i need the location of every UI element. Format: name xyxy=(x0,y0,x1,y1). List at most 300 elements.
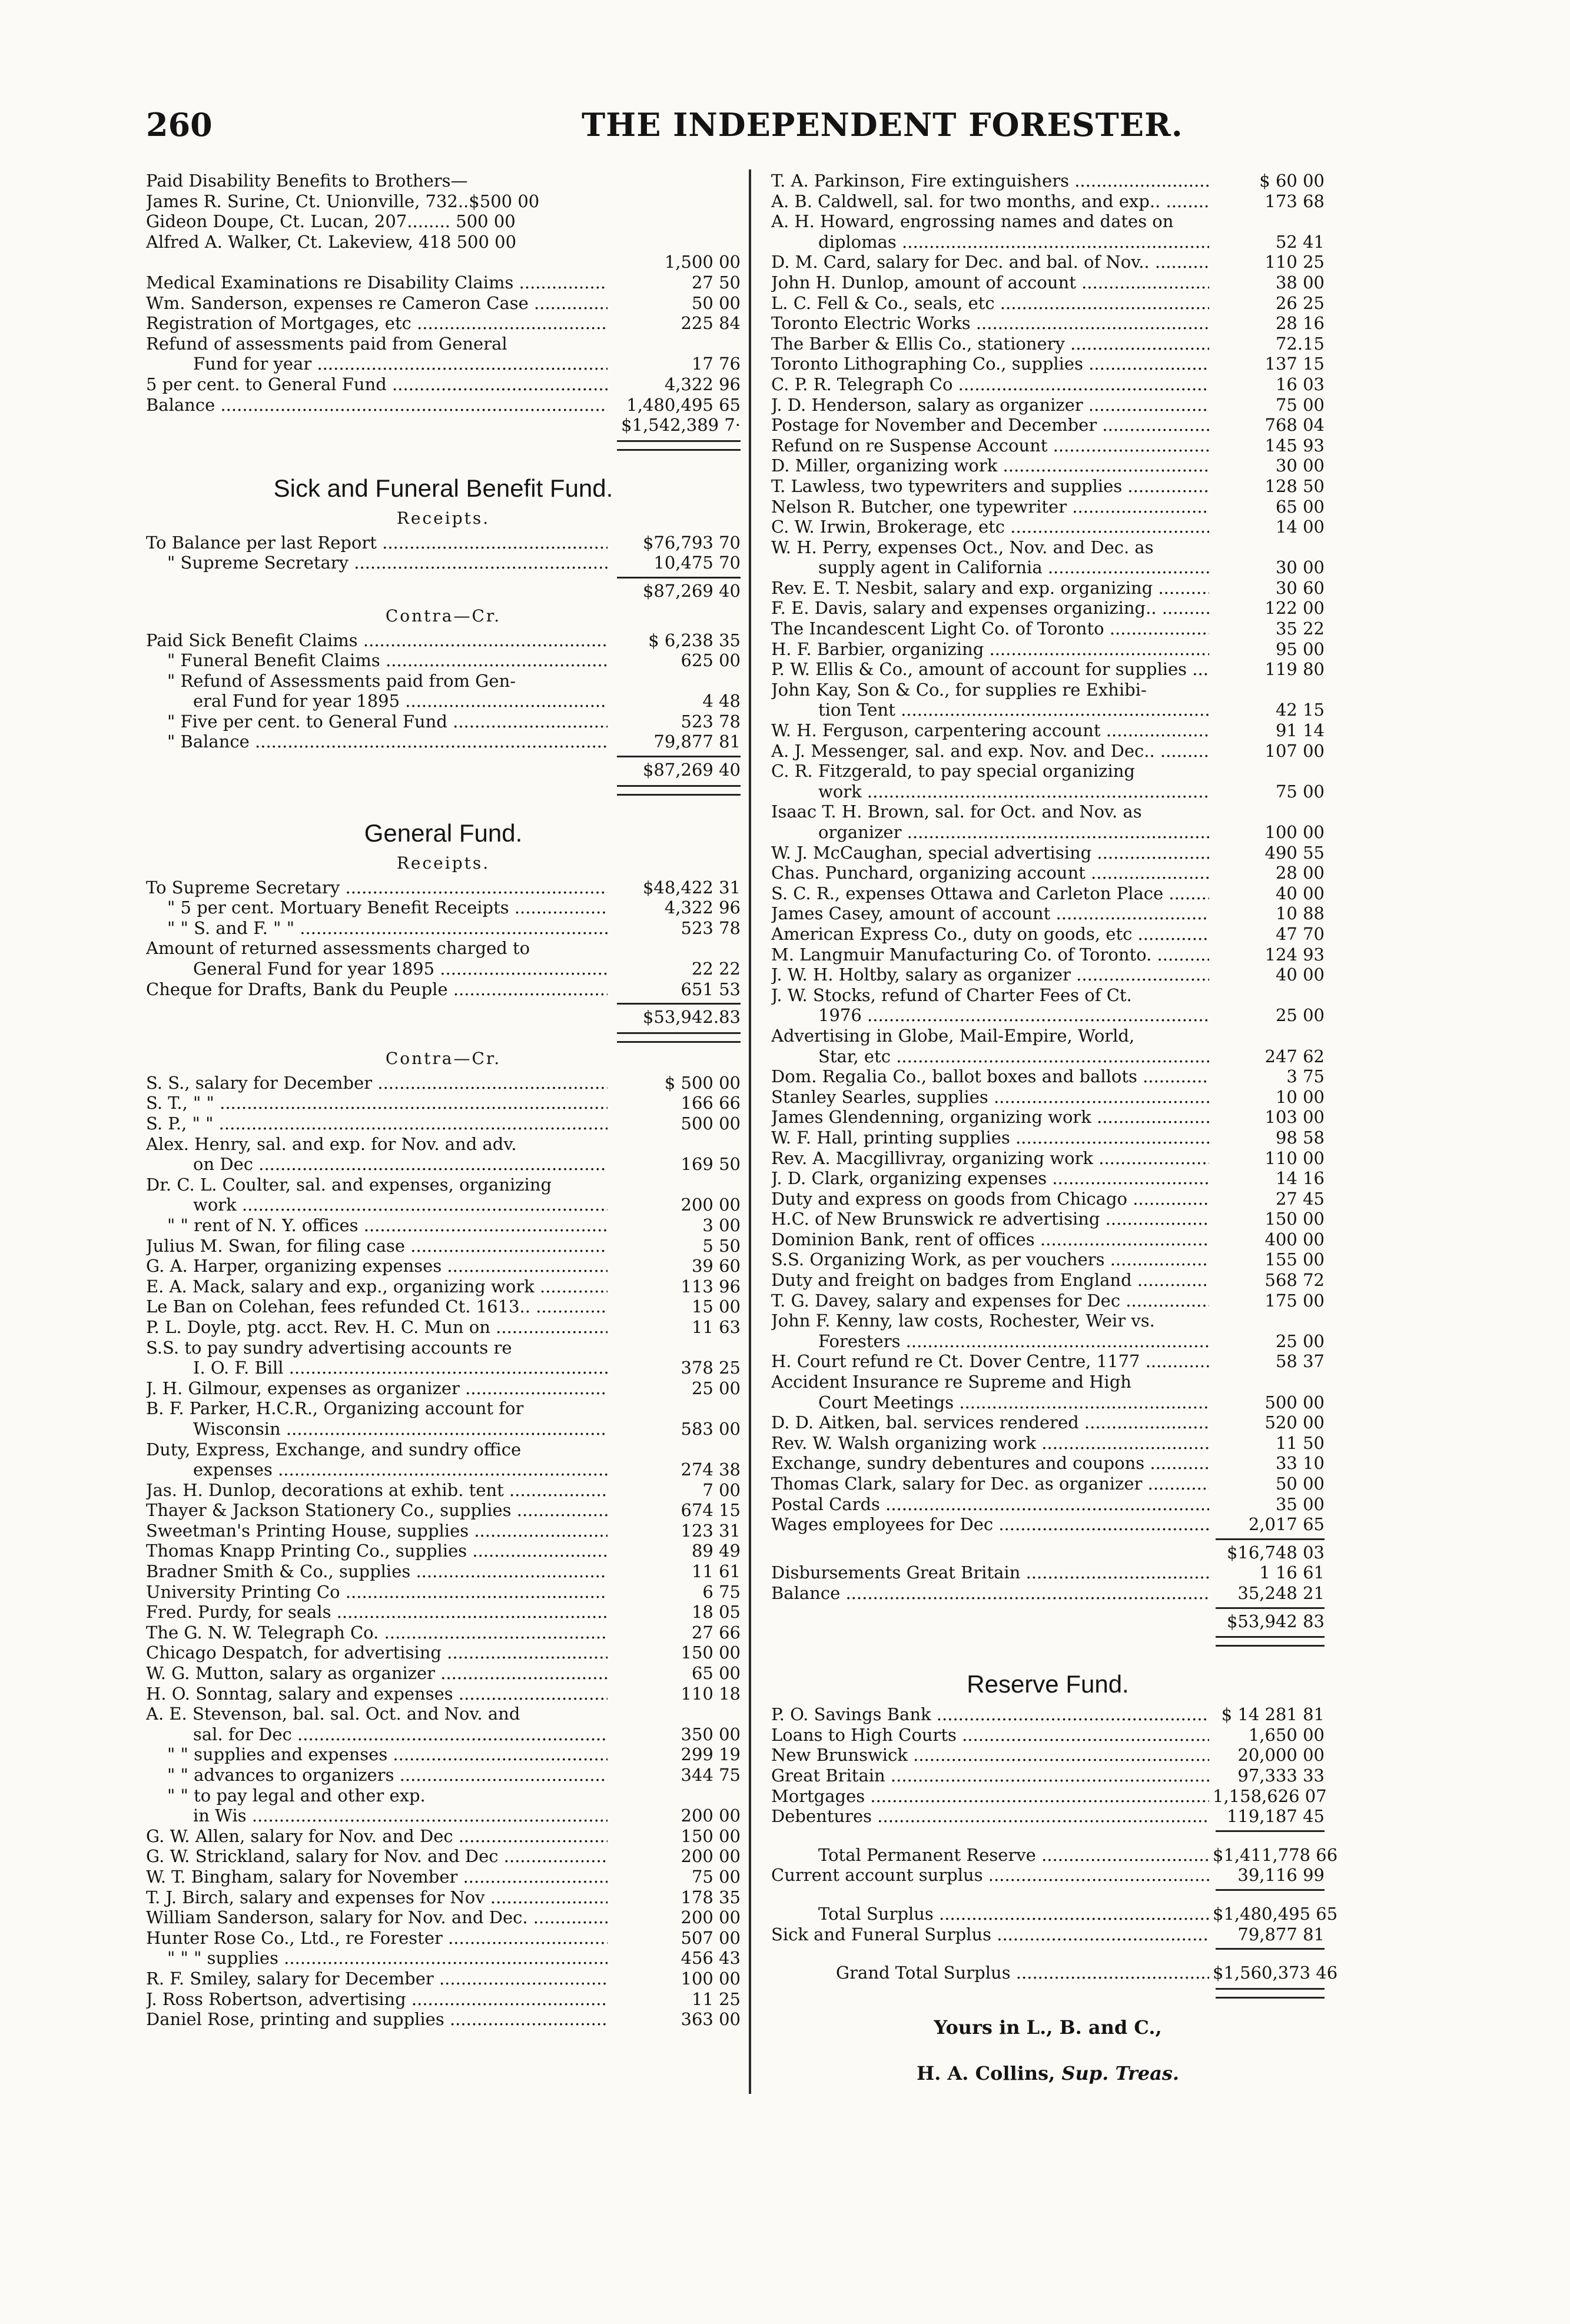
reserve-row xyxy=(771,1725,1325,1746)
disbursement-amount: 35 22 xyxy=(1275,619,1325,639)
disability-description: Gideon Doupe, Ct. Lucan, 207........ 500 00 xyxy=(146,211,516,232)
disbursement-description: supply agent in California ..... xyxy=(771,557,1209,578)
general-contra-description: " " to pay legal and other exp. xyxy=(167,1785,426,1806)
general-contra-amount: 113 96 xyxy=(681,1276,741,1296)
disbursement-description: D. M. Card, salary for Dec. and bal. of Nov.. ..... xyxy=(771,252,1209,272)
sick-receipts-heading: Receipts. xyxy=(396,508,490,528)
subtotal-rule xyxy=(617,577,741,578)
disbursement-row xyxy=(771,415,1325,435)
general-receipt-row xyxy=(146,959,741,979)
disbursement-description: organizer ..... xyxy=(771,822,1209,843)
disbursement-amount: 38 00 xyxy=(1275,272,1325,292)
general-contra-row xyxy=(146,2009,741,2030)
general-receipts-list xyxy=(146,877,741,1000)
balance-amount: 35,248 21 xyxy=(1237,1582,1325,1603)
disbursement-amount: 110 00 xyxy=(1264,1148,1325,1168)
disability-row xyxy=(146,415,741,435)
disbursement-row xyxy=(771,1291,1325,1311)
disbursement-amount: 28 16 xyxy=(1275,313,1325,334)
disbursement-amount: 65 00 xyxy=(1275,496,1325,517)
disbursement-amount: 2,017 65 xyxy=(1248,1514,1325,1535)
sick-receipt-description: " Supreme Secretary ..... xyxy=(146,553,608,573)
disbursement-amount: 490 55 xyxy=(1264,842,1325,863)
general-contra-amount: 674 15 xyxy=(681,1500,741,1521)
sick-contra-row xyxy=(146,630,741,651)
disbursement-row xyxy=(771,1270,1325,1291)
disbursement-description: H.C. of New Brunswick re advertising ..... xyxy=(771,1209,1209,1229)
disbursement-row xyxy=(771,843,1325,863)
disbursement-amount: 95 00 xyxy=(1275,639,1325,659)
disbursement-description: T. A. Parkinson, Fire extinguishers ..... xyxy=(771,171,1209,191)
subtotal-rule xyxy=(1216,1889,1325,1891)
sick-receipts-list xyxy=(146,533,741,573)
disbursement-row xyxy=(771,1494,1325,1515)
disbursement-description: Star, etc ..... xyxy=(771,1046,1209,1067)
general-contra-row xyxy=(146,1480,741,1501)
disbursement-amount: 137 15 xyxy=(1264,354,1325,374)
signature-title: Sup. Treas. xyxy=(1061,2062,1180,2084)
disbursement-amount: 25 00 xyxy=(1275,1005,1325,1026)
disbursement-row xyxy=(771,1351,1325,1372)
general-contra-row xyxy=(146,1419,741,1439)
disbursement-amount: 52 41 xyxy=(1275,231,1325,252)
general-contra-description: W. G. Mutton, salary as organizer ..... xyxy=(146,1663,608,1684)
disability-amount: 225 84 xyxy=(681,313,741,334)
general-contra-row xyxy=(146,1338,741,1358)
disbursement-row xyxy=(771,639,1325,660)
general-contra-row xyxy=(146,1439,741,1460)
sick-contra-row xyxy=(146,732,741,752)
general-contra-row xyxy=(146,1663,741,1684)
disbursement-row xyxy=(771,802,1325,822)
disbursement-amount: 150 00 xyxy=(1264,1209,1325,1229)
general-contra-row xyxy=(146,1521,741,1541)
general-contra-row xyxy=(146,1928,741,1949)
general-contra-amount: 100 00 xyxy=(681,1968,741,1989)
sick-receipt-amount: $76,793 70 xyxy=(642,532,741,553)
general-contra-heading: Contra—Cr. xyxy=(385,1048,502,1068)
general-receipt-amount: 22 22 xyxy=(691,959,741,979)
general-contra-row xyxy=(146,1378,741,1399)
general-contra-row xyxy=(146,1867,741,1887)
general-contra-amount: 344 75 xyxy=(681,1765,741,1785)
disbursement-row xyxy=(771,619,1325,639)
disbursement-row xyxy=(771,863,1325,883)
general-contra-amount: 150 00 xyxy=(681,1826,741,1846)
disbursement-row xyxy=(771,700,1325,720)
general-contra-amount: 75 00 xyxy=(691,1866,741,1887)
general-contra-description: William Sanderson, salary for Nov. and Dec. ..... xyxy=(146,1907,608,1928)
general-contra-row xyxy=(146,1969,741,1989)
disbursement-row xyxy=(771,761,1325,782)
reserve-row xyxy=(771,1766,1325,1786)
general-receipt-description: General Fund for year 1895 ..... xyxy=(146,959,608,979)
subtotal-rule xyxy=(1216,1948,1325,1950)
sick-contra-row xyxy=(146,671,741,691)
disbursement-description: Rev. W. Walsh organizing work ..... xyxy=(771,1433,1209,1454)
balance-amount: 1 16 61 xyxy=(1259,1562,1325,1583)
general-contra-row xyxy=(146,1276,741,1297)
right-column xyxy=(771,171,1338,2084)
general-receipt-row xyxy=(146,877,741,898)
disbursement-amount: 100 00 xyxy=(1264,822,1325,842)
column-divider xyxy=(749,169,751,2094)
disability-description: Paid Disability Benefits to Brothers— xyxy=(146,171,468,191)
disbursement-description: J. W. H. Holtby, salary as organizer ..... xyxy=(771,965,1209,985)
disbursement-description: S. C. R., expenses Ottawa and Carleton Place ..... xyxy=(771,883,1209,904)
general-contra-description: Jas. H. Dunlop, decorations at exhib. tent ..... xyxy=(146,1480,608,1501)
general-contra-row xyxy=(146,1459,741,1480)
sick-contra-description: " Five per cent. to General Fund ..... xyxy=(146,712,608,732)
disbursement-row xyxy=(771,578,1325,599)
disbursement-row xyxy=(771,354,1325,374)
general-contra-description: work ..... xyxy=(146,1195,608,1215)
sick-contra-amount: 523 78 xyxy=(681,711,741,732)
page-header xyxy=(146,106,1323,159)
general-contra-amount: 15 00 xyxy=(691,1296,741,1317)
subtotal-rule xyxy=(1216,1830,1325,1832)
disability-amount: $1,542,389 7· xyxy=(621,415,741,435)
disbursement-row xyxy=(771,1453,1325,1474)
general-contra-amount: 200 00 xyxy=(681,1806,741,1826)
general-contra-amount: 25 00 xyxy=(691,1378,741,1398)
general-contra-row xyxy=(146,1317,741,1338)
disbursement-amount: 500 00 xyxy=(1264,1392,1325,1412)
general-contra-description: S.S. to pay sundry advertising accounts re xyxy=(146,1337,512,1358)
general-contra-amount: 39 60 xyxy=(691,1256,741,1276)
total-rule xyxy=(1216,1988,1325,1999)
disbursement-amount: 247 62 xyxy=(1264,1046,1325,1066)
disbursement-amount: 33 10 xyxy=(1275,1453,1325,1474)
disbursement-row xyxy=(771,1066,1325,1087)
disbursement-row xyxy=(771,985,1325,1006)
disability-description: Registration of Mortgages, etc ..... xyxy=(146,313,608,334)
general-contra-description: Fred. Purdy, for seals ..... xyxy=(146,1602,608,1623)
general-contra-amount: 166 66 xyxy=(681,1093,741,1113)
disbursement-amount: 14 00 xyxy=(1275,517,1325,537)
general-contra-amount: 200 00 xyxy=(681,1195,741,1215)
signature-name: H. A. Collins, xyxy=(916,2062,1055,2084)
disbursement-description: James Casey, amount of account ..... xyxy=(771,903,1209,924)
general-contra-amount: 350 00 xyxy=(681,1724,741,1744)
disbursement-row xyxy=(771,741,1325,762)
disbursement-description: W. F. Hall, printing supplies ..... xyxy=(771,1128,1209,1148)
general-contra-description: S. S., salary for December ..... xyxy=(146,1073,608,1093)
disbursement-description: Duty and freight on badges from England ..... xyxy=(771,1270,1209,1291)
disbursement-description: Thomas Clark, salary for Dec. as organizer ..... xyxy=(771,1474,1209,1494)
disbursement-description: 1976 ..... xyxy=(771,1005,1209,1026)
disability-description: James R. Surine, Ct. Unionville, 732..$500 00 xyxy=(146,191,540,211)
sick-receipt-description: To Balance per last Report ..... xyxy=(146,533,608,553)
general-contra-amount: 65 00 xyxy=(691,1663,741,1684)
general-contra-amount: 200 00 xyxy=(681,1907,741,1928)
disbursement-row xyxy=(771,334,1325,354)
disbursement-amount: 119 80 xyxy=(1264,659,1325,680)
disbursement-row xyxy=(771,822,1325,843)
general-contra-amount: 6 75 xyxy=(702,1581,741,1602)
general-contra-description: B. F. Parker, H.C.R., Organizing account for xyxy=(146,1398,524,1419)
sick-contra-list xyxy=(146,630,741,753)
disbursement-amount: 107 00 xyxy=(1264,740,1325,761)
sick-contra-total: $87,269 40 xyxy=(642,760,741,780)
disbursement-amount: 14 16 xyxy=(1275,1168,1325,1189)
general-contra-amount: 500 00 xyxy=(681,1113,741,1133)
general-contra-amount: 299 19 xyxy=(681,1744,741,1765)
disbursement-amount: 47 70 xyxy=(1275,923,1325,944)
general-contra-row xyxy=(146,1154,741,1175)
reserve-description: P. O. Savings Bank ..... xyxy=(771,1704,1209,1725)
disability-row xyxy=(146,171,741,191)
disbursement-row xyxy=(771,598,1325,619)
disbursement-row xyxy=(771,1229,1325,1250)
reserve-row xyxy=(771,1786,1325,1807)
general-contra-description: Thayer & Jackson Stationery Co., supplies ..... xyxy=(146,1500,608,1521)
disability-amount: 4,322 96 xyxy=(664,374,741,394)
general-contra-amount: 123 31 xyxy=(681,1520,741,1541)
disbursement-description: W. J. McCaughan, special advertising ..... xyxy=(771,843,1209,863)
disbursement-row xyxy=(771,211,1325,232)
disbursement-amount: 98 58 xyxy=(1275,1127,1325,1148)
disbursement-description: T. Lawless, two typewriters and supplies ..... xyxy=(771,476,1209,497)
total-rule xyxy=(617,1032,741,1043)
general-contra-row xyxy=(146,1256,741,1276)
subtotal-rule xyxy=(1216,1607,1325,1609)
disbursement-amount: 16 03 xyxy=(1275,374,1325,394)
disbursement-amount: 40 00 xyxy=(1275,965,1325,985)
disbursement-amount: 110 25 xyxy=(1264,252,1325,272)
general-contra-row xyxy=(146,1500,741,1521)
disbursement-description: The Barber & Ellis Co., stationery ..... xyxy=(771,334,1209,354)
disbursement-amount: 30 60 xyxy=(1275,577,1325,598)
disability-row xyxy=(146,313,741,334)
disbursement-description: A. H. Howard, engrossing names and dates on xyxy=(771,211,1174,232)
disability-amount: 1,480,495 65 xyxy=(626,394,741,415)
disbursement-description: Dominion Bank, rent of offices ..... xyxy=(771,1229,1209,1250)
reserve-description: Debentures ..... xyxy=(771,1806,1209,1827)
disbursement-amount: 103 00 xyxy=(1264,1107,1325,1128)
general-contra-row xyxy=(146,1989,741,2010)
balance-row xyxy=(771,1583,1325,1604)
disbursement-row xyxy=(771,1026,1325,1046)
balance-list xyxy=(771,1562,1325,1603)
disability-row xyxy=(146,191,741,212)
disbursement-amount: 91 14 xyxy=(1275,720,1325,741)
general-contra-description: Julius M. Swan, for filing case ..... xyxy=(146,1236,608,1256)
general-contra-amount: 274 38 xyxy=(681,1459,741,1480)
disability-description: Medical Examinations re Disability Claims ..... xyxy=(146,272,608,293)
general-contra-row xyxy=(146,1623,741,1643)
disbursement-amount: 26 25 xyxy=(1275,292,1325,313)
general-contra-amount: 89 49 xyxy=(691,1541,741,1561)
disability-row xyxy=(146,354,741,374)
disbursement-subtotal: $16,748 03 xyxy=(1226,1542,1325,1562)
disbursement-description: John F. Kenny, law costs, Rochester, Weir vs. xyxy=(771,1311,1155,1331)
disbursement-amount: 25 00 xyxy=(1275,1331,1325,1351)
general-receipt-row xyxy=(146,979,741,1000)
general-receipt-description: Cheque for Drafts, Bank du Peuple ..... xyxy=(146,979,608,1000)
general-contra-amount: 583 00 xyxy=(681,1418,741,1439)
sick-contra-heading: Contra—Cr. xyxy=(385,606,502,626)
disbursement-row xyxy=(771,537,1325,558)
disbursement-description: Dom. Regalia Co., ballot boxes and ballots ..... xyxy=(771,1066,1209,1087)
general-contra-row xyxy=(146,1602,741,1623)
sick-contra-row xyxy=(146,712,741,732)
disbursement-row xyxy=(771,883,1325,904)
disability-description: Balance ..... xyxy=(146,395,608,415)
current-surplus-row: Current account surplus ..... 39,116 99 xyxy=(771,1865,1325,1886)
general-contra-description: sal. for Dec ..... xyxy=(146,1724,608,1745)
disbursement-row xyxy=(771,1148,1325,1169)
disbursement-row xyxy=(771,659,1325,680)
general-contra-amount: 363 00 xyxy=(681,2009,741,2030)
disbursement-description: Court Meetings ..... xyxy=(771,1392,1209,1413)
general-contra-row xyxy=(146,1296,741,1317)
disbursement-description: C. W. Irwin, Brokerage, etc ..... xyxy=(771,517,1209,537)
disbursement-description: D. D. Aitken, bal. services rendered ..... xyxy=(771,1412,1209,1433)
general-contra-amount: 110 18 xyxy=(681,1683,741,1704)
disbursement-amount: 28 00 xyxy=(1275,863,1325,883)
disbursement-description: tion Tent ..... xyxy=(771,700,1209,720)
total-rule xyxy=(617,440,741,451)
disbursement-amount: 768 04 xyxy=(1264,415,1325,435)
disbursement-description: J. W. Stocks, refund of Charter Fees of Ct. xyxy=(771,985,1132,1005)
disbursement-description: A. J. Messenger, sal. and exp. Nov. and Dec.. ..... xyxy=(771,741,1209,762)
closing-salutation: Yours in L., B. and C., xyxy=(934,2016,1162,2039)
subtotal-rule xyxy=(1216,1538,1325,1540)
disbursement-row xyxy=(771,1189,1325,1209)
disability-section xyxy=(146,171,741,435)
general-contra-row xyxy=(146,1358,741,1378)
disbursement-row xyxy=(771,782,1325,802)
general-contra-description: H. O. Sonntag, salary and expenses ..... xyxy=(146,1684,608,1704)
general-contra-row xyxy=(146,1175,741,1195)
disbursement-amount: 30 00 xyxy=(1275,557,1325,578)
sick-contra-amount: 625 00 xyxy=(681,650,741,671)
general-contra-amount: 456 43 xyxy=(681,1948,741,1969)
general-contra-row xyxy=(146,1744,741,1765)
general-contra-description: Thomas Knapp Printing Co., supplies ..... xyxy=(146,1541,608,1561)
general-contra-description: G. W. Strickland, salary for Nov. and Dec ..... xyxy=(146,1846,608,1867)
general-contra-description: T. J. Birch, salary and expenses for Nov ..... xyxy=(146,1887,608,1908)
general-receipt-row xyxy=(146,897,741,918)
reserve-description: Mortgages ..... xyxy=(771,1786,1209,1807)
total-rule xyxy=(1216,1636,1325,1647)
general-contra-amount: 27 66 xyxy=(691,1622,741,1643)
disbursement-description: Duty and express on goods from Chicago ..... xyxy=(771,1189,1209,1209)
disbursement-row xyxy=(771,1372,1325,1392)
disbursement-row xyxy=(771,680,1325,700)
general-contra-row xyxy=(146,1806,741,1826)
general-contra-description: " " advances to organizers ..... xyxy=(146,1765,608,1786)
subtotal-rule xyxy=(617,756,741,757)
disbursement-row xyxy=(771,1087,1325,1108)
disability-row xyxy=(146,211,741,232)
disbursement-description: D. Miller, organizing work ..... xyxy=(771,456,1209,476)
disbursement-description: T. G. Davey, salary and expenses for Dec ..... xyxy=(771,1291,1209,1311)
general-fund-title: General Fund. xyxy=(364,819,523,847)
disbursement-row xyxy=(771,252,1325,272)
general-receipt-amount: 4,322 96 xyxy=(664,897,741,918)
general-contra-description: P. L. Doyle, ptg. acct. Rev. H. C. Mun on ..... xyxy=(146,1317,608,1338)
general-contra-amount: 200 00 xyxy=(681,1846,741,1867)
general-contra-row xyxy=(146,1398,741,1419)
general-contra-description: W. T. Bingham, salary for November ..... xyxy=(146,1867,608,1887)
disability-description: Wm. Sanderson, expenses re Cameron Case ..... xyxy=(146,293,608,314)
disbursement-row xyxy=(771,191,1325,212)
balance-description: Balance ..... xyxy=(771,1583,1209,1604)
general-contra-row xyxy=(146,1215,741,1236)
disbursement-description: W. H. Ferguson, carpentering account ..... xyxy=(771,720,1209,741)
disbursement-row xyxy=(771,293,1325,314)
general-contra-row xyxy=(146,1113,741,1134)
disbursement-row xyxy=(771,1128,1325,1148)
general-contra-amount: 5 50 xyxy=(702,1235,741,1256)
disability-amount: 50 00 xyxy=(691,292,741,313)
disbursement-amount: 10 00 xyxy=(1275,1086,1325,1107)
general-contra-amount: 150 00 xyxy=(681,1643,741,1663)
general-contra-row xyxy=(146,1561,741,1582)
disability-row xyxy=(146,334,741,354)
disbursement-amount: 42 15 xyxy=(1275,700,1325,720)
disability-row xyxy=(146,272,741,293)
disbursement-description: J. D. Henderson, salary as organizer ..... xyxy=(771,395,1209,415)
disbursement-description: James Glendenning, organizing work ..... xyxy=(771,1107,1209,1128)
general-contra-description: S. P., " " ..... xyxy=(146,1113,608,1134)
disbursement-description: L. C. Fell & Co., seals, etc ..... xyxy=(771,293,1209,314)
general-contra-row xyxy=(146,1236,741,1256)
general-contra-amount: 378 25 xyxy=(681,1358,741,1378)
disability-row xyxy=(146,374,741,395)
disbursement-row xyxy=(771,924,1325,945)
disbursement-description: Postage for November and December ..... xyxy=(771,415,1209,435)
reserve-description: Loans to High Courts ..... xyxy=(771,1725,1209,1746)
disbursement-description: Advertising in Globe, Mail-Empire, World, xyxy=(771,1025,1135,1046)
general-receipt-description: Amount of returned assessments charged to xyxy=(146,938,530,959)
disbursement-amount: 11 50 xyxy=(1275,1432,1325,1453)
general-contra-description: " " " supplies ..... xyxy=(146,1948,608,1969)
disbursement-description: John H. Dunlop, amount of account ..... xyxy=(771,272,1209,293)
disbursement-row xyxy=(771,476,1325,497)
disbursement-row xyxy=(771,557,1325,578)
disbursement-amount: 75 00 xyxy=(1275,781,1325,802)
disbursement-description: The Incandescent Light Co. of Toronto ..... xyxy=(771,619,1209,639)
general-receipts-heading: Receipts. xyxy=(396,853,490,873)
disbursement-description: Foresters ..... xyxy=(771,1331,1209,1352)
disbursement-row xyxy=(771,497,1325,517)
grand-total-surplus-row: Grand Total Surplus ..... $1,560,373 46 xyxy=(771,1963,1325,1983)
disbursement-description: Wages employees for Dec ..... xyxy=(771,1514,1209,1535)
general-contra-description: Le Ban on Colehan, fees refunded Ct. 1613.. ..... xyxy=(146,1296,608,1317)
general-contra-row xyxy=(146,1195,741,1215)
general-fund-total: $53,942 83 xyxy=(1226,1611,1325,1631)
general-contra-description: E. A. Mack, salary and exp., organizing work ..... xyxy=(146,1276,608,1297)
disbursement-amount: 122 00 xyxy=(1264,598,1325,619)
general-contra-description: Bradner Smith & Co., supplies ..... xyxy=(146,1561,608,1582)
disbursement-description: Accident Insurance re Supreme and High xyxy=(771,1372,1131,1392)
disbursement-row xyxy=(771,1107,1325,1128)
general-contra-description: I. O. F. Bill ..... xyxy=(146,1358,608,1378)
disbursement-row xyxy=(771,435,1325,456)
disbursement-description: P. W. Ellis & Co., amount of account for supplies ..... xyxy=(771,659,1209,680)
disbursement-row xyxy=(771,232,1325,252)
disbursement-description: W. H. Perry, expenses Oct., Nov. and Dec. as xyxy=(771,537,1154,557)
general-contra-description: The G. N. W. Telegraph Co. ..... xyxy=(146,1623,608,1643)
general-contra-amount: 11 25 xyxy=(691,1989,741,2009)
general-contra-description: Hunter Rose Co., Ltd., re Forester ..... xyxy=(146,1928,608,1949)
disbursement-row xyxy=(771,1209,1325,1229)
disbursement-description: S.S. Organizing Work, as per vouchers ..... xyxy=(771,1249,1209,1270)
general-contra-description: J. Ross Robertson, advertising ..... xyxy=(146,1989,608,2010)
